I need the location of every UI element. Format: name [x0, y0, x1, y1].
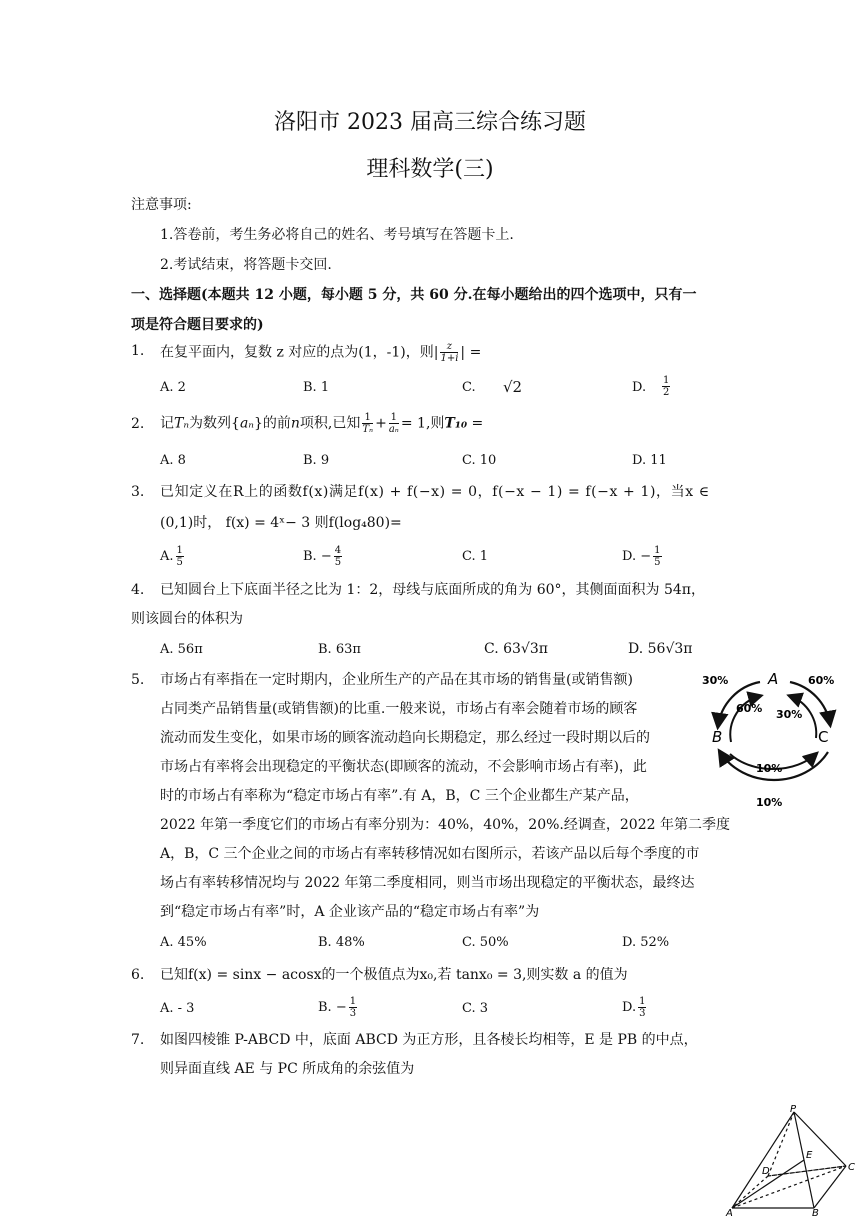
- option-a: A. 2: [160, 380, 186, 395]
- vertex-p: P: [790, 1104, 797, 1115]
- math-var: T₁₀: [444, 415, 468, 432]
- vertex-c: C: [848, 1162, 855, 1173]
- option-c: C. 1: [462, 549, 489, 564]
- option-d: [622, 545, 664, 568]
- stem-text: }的前: [253, 415, 291, 432]
- option-c: C. 10: [462, 453, 497, 468]
- vertex-d: D: [762, 1166, 770, 1177]
- option-b: [318, 996, 359, 1019]
- question-5-line: 市场占有率指在一定时期内，企业所生产的产品在其市场的销售量(或销售额): [160, 672, 633, 688]
- notice-item: 1.答卷前，考生务必将自己的姓名、考号填写在答题卡上.: [160, 227, 514, 243]
- numerator: 4: [334, 545, 342, 556]
- question-number: 7.: [131, 1032, 145, 1048]
- label-ba: 60%: [736, 702, 763, 715]
- section-heading-cont: 项是符合题目要求的): [131, 317, 264, 333]
- option-d: D. 11: [632, 453, 667, 468]
- numerator: 1: [349, 996, 357, 1007]
- stem-text: = 1,则: [400, 415, 445, 432]
- option-d: D. 52%: [622, 935, 670, 950]
- label-ca: 30%: [776, 708, 803, 721]
- denominator: 5: [334, 557, 342, 568]
- question-5-line: 场占有率转移情况均与 2022 年第二季度相同，则当市场出现稳定的平衡状态，最终达: [160, 875, 695, 891]
- question-7-line2: 则异面直线 AE 与 PC 所成角的余弦值为: [160, 1061, 415, 1077]
- label-cb: 10%: [756, 796, 783, 809]
- question-2-stem: [160, 412, 483, 435]
- stem-text: 为数列{: [189, 415, 240, 432]
- question-7-line1: 如图四棱锥 P-ABCD 中，底面 ABCD 为正方形，且各棱长均相等，E 是 PB 的中点，: [160, 1032, 698, 1048]
- numerator: 1: [390, 412, 398, 423]
- numerator: 1: [663, 375, 670, 386]
- node-c: C: [818, 728, 829, 746]
- option-b: B. 1: [303, 380, 330, 395]
- denominator: 2: [663, 387, 670, 398]
- option-c: C. 50%: [462, 935, 509, 950]
- question-5-line: A，B，C 三个企业之间的市场占有率转移情况如右图所示，若该产品以后每个季度的市: [160, 846, 700, 862]
- question-5-line: 市场占有率将会出现稳定的平衡状态(即顾客的流动，不会影响市场占有率)，此: [160, 759, 647, 775]
- question-1-stem: [160, 341, 481, 364]
- vertex-b: B: [812, 1208, 819, 1217]
- label-ab-outer: 30%: [702, 674, 729, 687]
- denominator: aₙ: [388, 424, 399, 435]
- option-d: D.: [632, 380, 647, 395]
- node-b: B: [712, 728, 723, 746]
- operator: +: [375, 415, 387, 432]
- section-heading: 一、选择题(本题共 12 小题，每小题 5 分，共 60 分.在每小题给出的四个选项中，只有一: [131, 287, 697, 303]
- denominator: 1+i: [440, 353, 459, 364]
- diag-ac: [732, 1166, 846, 1208]
- option-b: B. 48%: [318, 935, 365, 950]
- question-5-line: 流动而发生变化，如果市场的顾客流动趋向长期稳定，那么经过一段时期以后的: [160, 730, 650, 746]
- exam-title: 洛阳市 2023 届高三综合练习题: [274, 110, 586, 135]
- question-number: 2.: [131, 416, 145, 432]
- option-a: A. 56π: [160, 642, 203, 657]
- question-number: 1.: [131, 343, 145, 359]
- fraction: [362, 412, 373, 435]
- denominator: 3: [639, 1008, 646, 1019]
- vertex-e: E: [806, 1150, 813, 1161]
- numerator: 1: [639, 996, 646, 1007]
- math-var: aₙ: [239, 415, 254, 432]
- option-c: C.: [462, 380, 476, 395]
- denominator: 3: [349, 1008, 357, 1019]
- question-3-line1: 已知定义在R上的函数f(x)满足f(x) + f(−x) = 0，f(−x − 1) = f(−x + 1)，当x ∈: [160, 484, 710, 500]
- fraction: [389, 412, 399, 435]
- edge-pd: [768, 1112, 794, 1176]
- option-b: [303, 545, 344, 568]
- math-var: n: [290, 415, 300, 432]
- stem-text: | =: [460, 344, 482, 361]
- numerator: 1: [176, 545, 183, 556]
- stem-text: 在复平面内，复数 z 对应的点为(1，-1)，则|: [160, 344, 439, 361]
- option-label: B. −: [318, 1000, 347, 1015]
- option-label: B. −: [303, 549, 332, 564]
- question-number: 3.: [131, 484, 145, 500]
- math-var: Tₙ: [174, 415, 190, 432]
- vertex-a: A: [726, 1208, 733, 1217]
- question-5-line: 时的市场占有率称为“稳定市场占有率”.有 A，B，C 三个企业都生产某产品，: [160, 788, 639, 804]
- edge-pc: [794, 1112, 846, 1166]
- stem-text: 项积,已知: [299, 415, 361, 432]
- denominator: 5: [654, 557, 661, 568]
- option-b: B. 63π: [318, 642, 361, 657]
- notice-heading: 注意事项:: [131, 197, 192, 213]
- option-c-math: √2: [503, 378, 523, 396]
- edge-pa: [732, 1112, 794, 1208]
- node-a: A: [768, 670, 779, 688]
- pyramid-diagram: [722, 1104, 860, 1217]
- question-6-stem: 已知f(x) = sinx − acosx的一个极值点为x₀,若 tanx₀ = 3,则实数 a 的值为: [160, 967, 628, 983]
- option-label: D.: [622, 1000, 637, 1015]
- numerator: z: [440, 341, 458, 353]
- stem-text: 记: [160, 415, 174, 432]
- fraction: [440, 341, 458, 364]
- numerator: 1: [654, 545, 661, 556]
- option-c: C. 63√3π: [484, 641, 548, 657]
- market-share-diagram: [698, 664, 848, 814]
- question-3-line2: (0,1)时， f(x) = 4ˣ− 3 则f(log₄80)=: [160, 515, 402, 531]
- numerator: 1: [362, 412, 373, 424]
- option-a: A. 45%: [160, 935, 207, 950]
- option-a: [160, 545, 186, 568]
- question-4-line2: 则该圆台的体积为: [131, 611, 243, 627]
- question-number: 5.: [131, 672, 145, 688]
- option-d: [622, 996, 648, 1019]
- label-ac-outer: 60%: [808, 674, 835, 687]
- stem-text: =: [467, 415, 484, 432]
- option-a: A. 8: [160, 453, 186, 468]
- option-b: B. 9: [303, 453, 330, 468]
- notice-item: 2.考试结束，将答题卡交回.: [160, 257, 332, 273]
- question-4-line1: 已知圆台上下底面半径之比为 1：2，母线与底面所成的角为 60°，其侧面面积为 54π，: [160, 582, 705, 598]
- denominator: Tₙ: [362, 424, 374, 435]
- denominator: 5: [176, 557, 183, 568]
- option-a: A. - 3: [160, 1001, 195, 1016]
- option-c: C. 3: [462, 1001, 489, 1016]
- option-label: A.: [160, 549, 174, 564]
- option-d: D. 56√3π: [628, 641, 693, 657]
- option-d-fraction: [660, 375, 672, 398]
- exam-subtitle: 理科数学(三): [366, 157, 494, 182]
- question-number: 4.: [131, 582, 145, 598]
- question-number: 6.: [131, 967, 145, 983]
- question-5-line: 2022 年第一季度它们的市场占有率分别为：40%，40%，20%.经调查，2022 年第二季度: [160, 817, 730, 833]
- label-bc: 10%: [756, 762, 783, 775]
- option-label: D. −: [622, 549, 652, 564]
- question-5-line: 占同类产品销售量(或销售额)的比重.一般来说，市场占有率会随着市场的顾客: [160, 701, 638, 717]
- question-5-line: 到“稳定市场占有率”时，A 企业该产品的“稳定市场占有率”为: [160, 904, 540, 920]
